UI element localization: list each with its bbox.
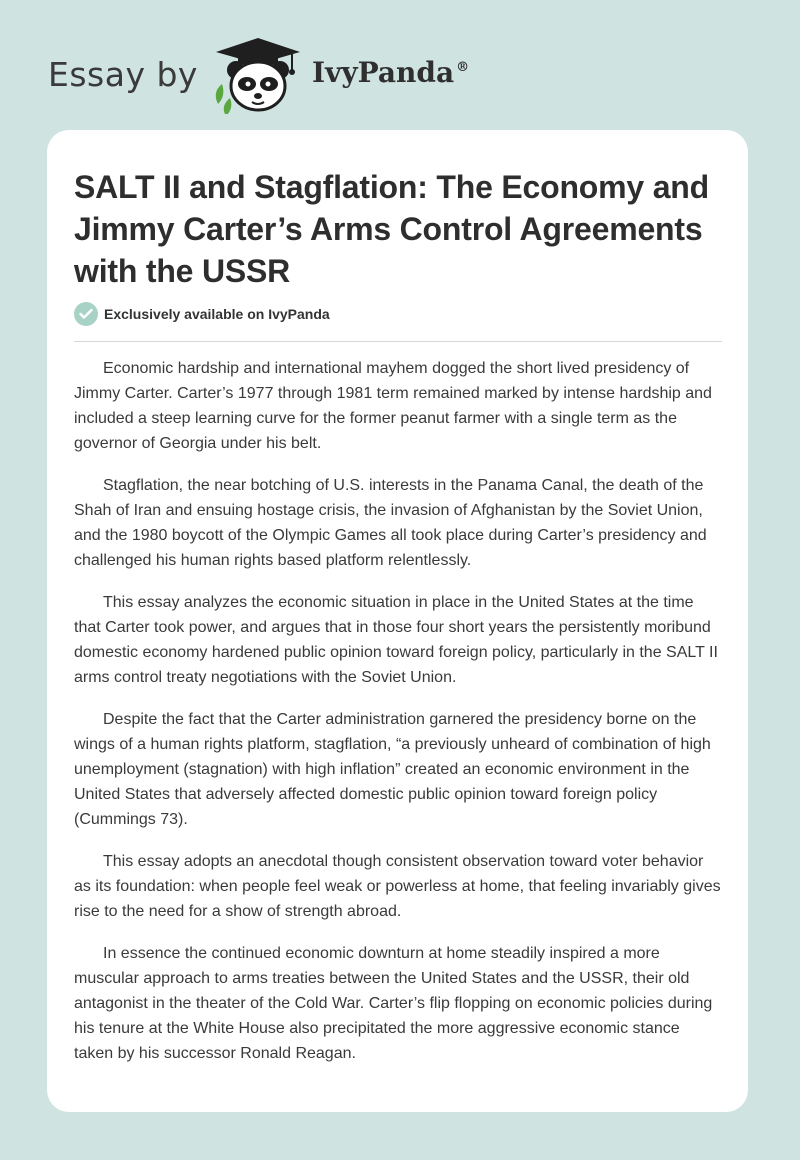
divider <box>74 341 722 342</box>
check-circle-icon <box>74 302 98 326</box>
paragraph: Economic hardship and international mayhem dogged the short lived presidency of Jimmy Carter. Carter’s 1977 through 1981 term remained marked by intense hardship and included a steep learning curve for the former peanut farmer with a single term as the governor of Georgia under his belt. <box>74 360 712 452</box>
brand-name: IvyPanda ® <box>311 55 470 89</box>
paragraph: Stagflation, the near botching of U.S. interests in the Panama Canal, the death of the Shah of Iran and ensuing hostage crisis, the invasion of Afghanistan by the Soviet Union, and the 1980 boycott of the Olympic Games all took place during Carter’s presidency and challenged his human rights based platform relentlessly. <box>74 477 707 569</box>
exclusive-badge <box>74 302 722 326</box>
essay-card <box>47 130 748 1112</box>
paragraph: This essay analyzes the economic situation in place in the United States at the time that Carter took power, and argues that in those four short years the persistently moribund domestic economy hardened public opinion toward foreign policy, particularly in the SALT II arms control treaty negotiations with the Soviet Union. <box>74 594 718 686</box>
brand-header[interactable] <box>48 34 469 114</box>
badge-text: Exclusively available on IvyPanda <box>104 306 330 322</box>
paragraph: In essence the continued economic downturn at home steadily inspired a more muscular approach to arms treaties between the United States and the USSR, their old antagonist in the theater of the Cold War. Carter’s flip flopping on economic policies during his tenure at the White House also precipitated the more aggressive economic stance taken by his successor Ronald Reagan. <box>74 945 713 1062</box>
paragraph: Despite the fact that the Carter administration garnered the presidency borne on the wings of a human rights platform, stagflation, “a previously unheard of combination of high unemployment (stagnation) with high inflation” created an economic environment in the United States that adversely affected domestic public opinion toward foreign policy (Cummings 73). <box>74 711 711 828</box>
paragraph: This essay adopts an anecdotal though consistent observation toward voter behavior as its foundation: when people feel weak or powerless at home, that feeling invariably gives rise to the need for a show of strength abroad. <box>74 853 721 920</box>
essay-title: SALT II and Stagflation: The Economy and Jimmy Carter’s Arms Control Agreements with the USSR <box>74 169 709 289</box>
panda-logo-icon <box>208 34 308 114</box>
brand-prefix: Essay by <box>48 54 198 94</box>
